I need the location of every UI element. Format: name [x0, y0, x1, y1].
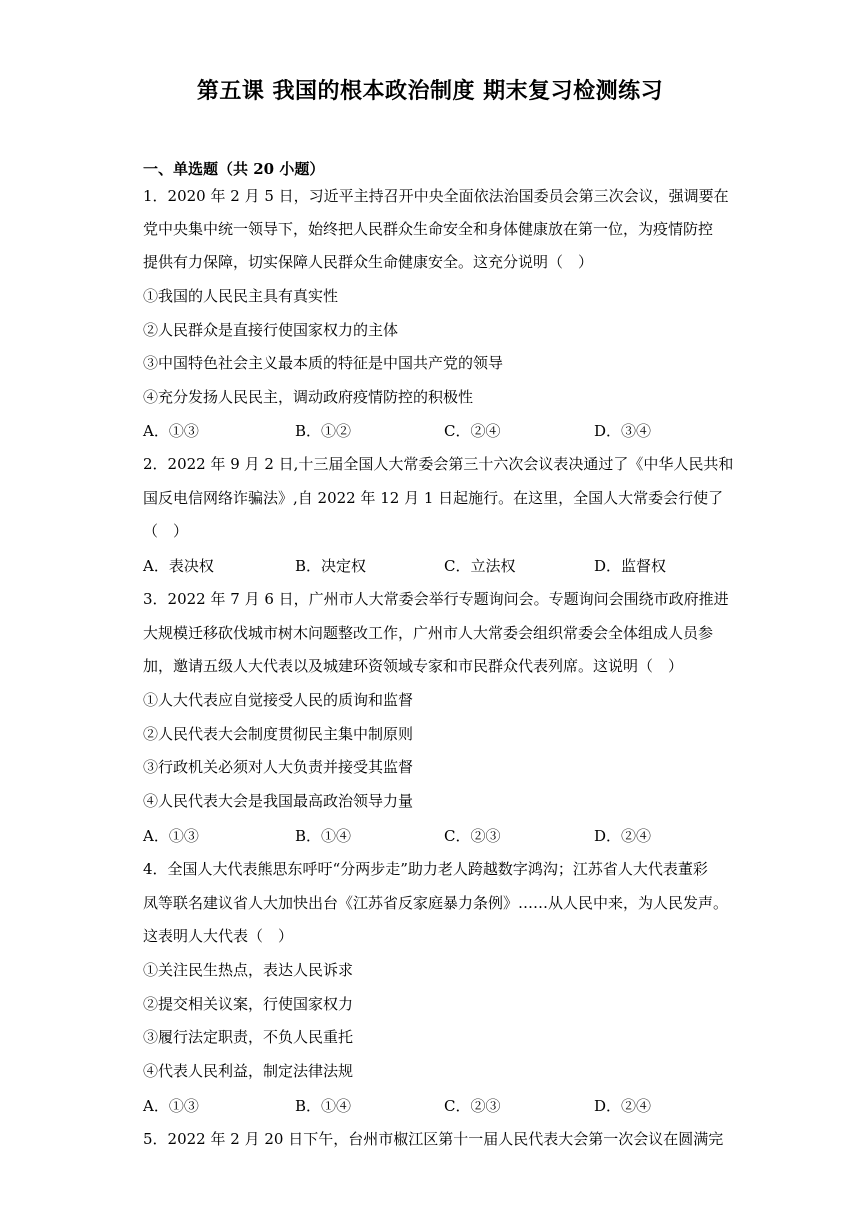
question-4-option-d: D．②④ [594, 1097, 652, 1115]
question-1-option-a: A．①③ [143, 422, 199, 440]
question-3-option-d: D．②④ [594, 827, 652, 845]
question-3-statement-1: ①人大代表应自觉接受人民的质询和监督 [143, 691, 414, 709]
question-2-option-c: C．立法权 [444, 557, 516, 575]
question-3-stem-line-1: 3．2022 年 7 月 6 日，广州市人大常委会举行专题询问会。专题询问会围绕市政府推进 [143, 590, 729, 608]
question-3-statement-3: ③行政机关必须对人大负责并接受其监督 [143, 758, 414, 776]
question-1-option-c: C．②④ [444, 422, 501, 440]
question-3-option-a: A．①③ [143, 827, 199, 845]
question-4-option-c: C．②③ [444, 1097, 501, 1115]
question-2-option-a: A．表决权 [143, 557, 214, 575]
question-4-statement-4: ④代表人民利益，制定法律法规 [143, 1062, 354, 1080]
question-1-statement-3: ③中国特色社会主义最本质的特征是中国共产党的领导 [143, 354, 504, 372]
question-4-option-b: B．①④ [295, 1097, 352, 1115]
question-1-option-b: B．①② [295, 422, 352, 440]
question-3-stem-line-3: 加，邀请五级人大代表以及城建环资领域专家和市民群众代表列席。这说明（ ） [143, 657, 684, 675]
question-1-statement-4: ④充分发扬人民民主，调动政府疫情防控的积极性 [143, 388, 474, 406]
question-2-option-b: B．决定权 [295, 557, 367, 575]
question-3-option-b: B．①④ [295, 827, 352, 845]
question-2-stem-line-2: 国反电信网络诈骗法》,自 2022 年 12 月 1 日起施行。在这里，全国人大常委会行使了 [143, 489, 724, 507]
question-4-option-a: A．①③ [143, 1097, 199, 1115]
question-1-stem-line-2: 党中央集中统一领导下，始终把人民群众生命安全和身体健康放在第一位，为疫情防控 [143, 220, 714, 238]
question-1-stem-line-3: 提供有力保障，切实保障人民群众生命健康安全。这充分说明（ ） [143, 253, 594, 271]
question-1-stem-line-1: 1．2020 年 2 月 5 日，习近平主持召开中央全面依法治国委员会第三次会议，强调要在 [143, 187, 729, 205]
section-heading: 一、单选题（共 20 小题） [143, 160, 325, 178]
question-5-stem-line-1: 5．2022 年 2 月 20 日下午，台州市椒江区第十一届人民代表大会第一次会议在圆满完 [143, 1130, 724, 1148]
question-2-option-d: D．监督权 [594, 557, 667, 575]
question-4-stem-line-2: 凤等联名建议省人大加快出台《江苏省反家庭暴力条例》……从人民中来，为人民发声。 [143, 894, 729, 912]
question-3-statement-4: ④人民代表大会是我国最高政治领导力量 [143, 792, 414, 810]
question-1-statement-1: ①我国的人民民主具有真实性 [143, 287, 339, 305]
question-1-statement-2: ②人民群众是直接行使国家权力的主体 [143, 321, 399, 339]
question-4-statement-2: ②提交相关议案，行使国家权力 [143, 995, 354, 1013]
question-2-stem-line-1: 2．2022 年 9 月 2 日,十三届全国人大常委会第三十六次会议表决通过了《中华人民共和 [143, 455, 734, 473]
question-4-statement-3: ③履行法定职责，不负人民重托 [143, 1028, 354, 1046]
page-title: 第五课 我国的根本政治制度 期末复习检测练习 [196, 78, 664, 104]
question-1-option-d: D．③④ [594, 422, 652, 440]
question-3-statement-2: ②人民代表大会制度贯彻民主集中制原则 [143, 725, 414, 743]
question-3-option-c: C．②③ [444, 827, 501, 845]
question-3-stem-line-2: 大规模迁移砍伐城市树木问题整改工作，广州市人大常委会组织常委会全体组成人员参 [143, 624, 714, 642]
question-4-stem-line-3: 这表明人大代表（ ） [143, 927, 294, 945]
question-4-statement-1: ①关注民生热点，表达人民诉求 [143, 961, 354, 979]
question-4-stem-line-1: 4．全国人大代表熊思东呼吁“分两步走”助力老人跨越数字鸿沟；江苏省人大代表董彩 [143, 860, 708, 878]
question-2-stem-line-3: （ ） [143, 522, 189, 540]
